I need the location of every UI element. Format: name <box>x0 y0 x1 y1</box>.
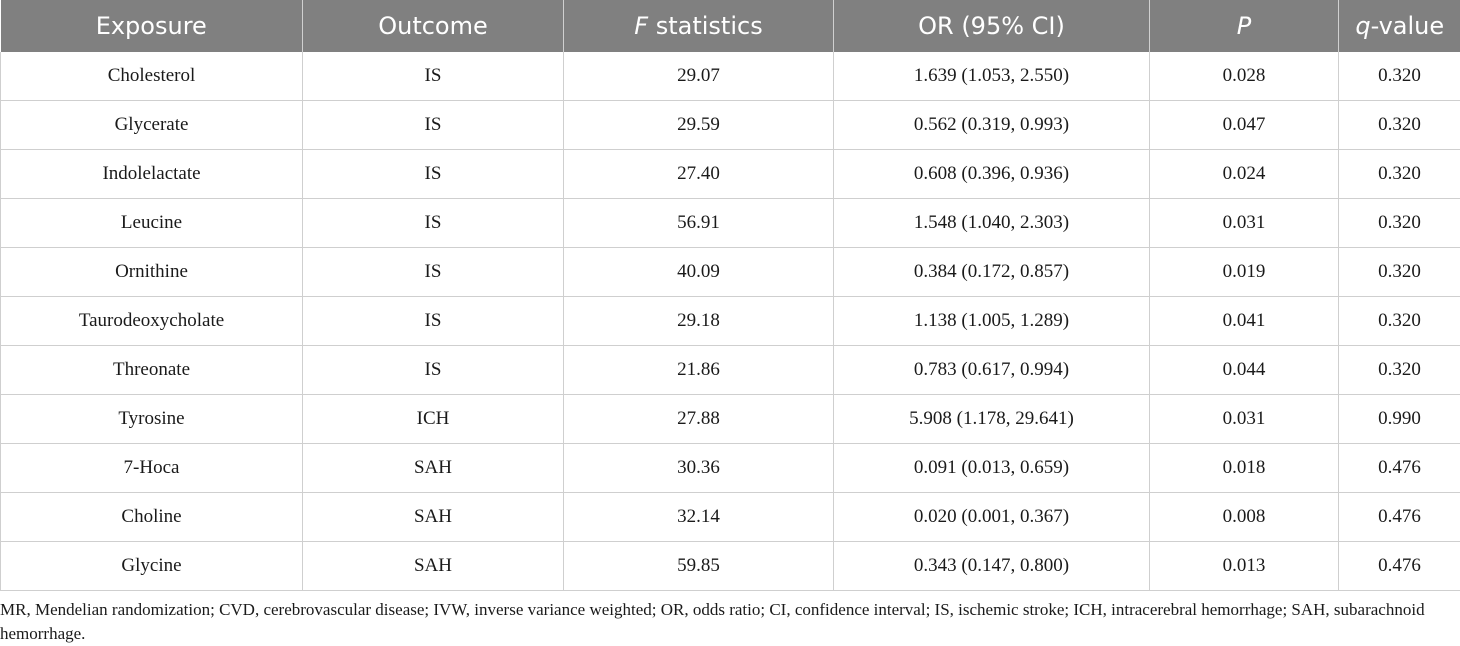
table-row <box>1 52 1460 101</box>
header-q-value <box>1339 0 1460 52</box>
cell-q-value: 0.476 <box>1339 493 1460 542</box>
cell-exposure: Threonate <box>1 346 303 395</box>
header-p <box>1150 0 1339 52</box>
header-or-ci: OR (95% CI) <box>834 0 1150 52</box>
cell-outcome: IS <box>303 199 564 248</box>
cell-q-value: 0.320 <box>1339 101 1460 150</box>
cell-exposure: Indolelactate <box>1 150 303 199</box>
cell-outcome: ICH <box>303 395 564 444</box>
cell-outcome: SAH <box>303 493 564 542</box>
cell-exposure: Ornithine <box>1 248 303 297</box>
cell-or-ci: 0.020 (0.001, 0.367) <box>834 493 1150 542</box>
table-row <box>1 199 1460 248</box>
table-row <box>1 493 1460 542</box>
cell-f-statistics: 21.86 <box>564 346 834 395</box>
cell-q-value: 0.320 <box>1339 248 1460 297</box>
table-row <box>1 150 1460 199</box>
header-row <box>1 0 1460 52</box>
header-f-italic: F <box>634 12 648 40</box>
cell-f-statistics: 29.59 <box>564 101 834 150</box>
cell-p: 0.019 <box>1150 248 1339 297</box>
cell-or-ci: 1.548 (1.040, 2.303) <box>834 199 1150 248</box>
cell-exposure: Cholesterol <box>1 52 303 101</box>
cell-f-statistics: 27.40 <box>564 150 834 199</box>
header-q-italic: q <box>1355 12 1370 40</box>
cell-exposure: Choline <box>1 493 303 542</box>
header-f-rest: statistics <box>648 12 763 40</box>
cell-q-value: 0.990 <box>1339 395 1460 444</box>
table-row <box>1 346 1460 395</box>
cell-or-ci: 0.562 (0.319, 0.993) <box>834 101 1150 150</box>
cell-p: 0.028 <box>1150 52 1339 101</box>
cell-exposure: Taurodeoxycholate <box>1 297 303 346</box>
cell-q-value: 0.320 <box>1339 346 1460 395</box>
cell-outcome: IS <box>303 101 564 150</box>
table-row <box>1 542 1460 591</box>
cell-f-statistics: 29.07 <box>564 52 834 101</box>
cell-p: 0.031 <box>1150 395 1339 444</box>
cell-q-value: 0.476 <box>1339 542 1460 591</box>
cell-p: 0.041 <box>1150 297 1339 346</box>
cell-q-value: 0.320 <box>1339 199 1460 248</box>
cell-f-statistics: 40.09 <box>564 248 834 297</box>
header-p-italic: P <box>1237 12 1251 40</box>
cell-or-ci: 0.091 (0.013, 0.659) <box>834 444 1150 493</box>
cell-p: 0.031 <box>1150 199 1339 248</box>
cell-f-statistics: 32.14 <box>564 493 834 542</box>
table-row <box>1 297 1460 346</box>
cell-or-ci: 0.608 (0.396, 0.936) <box>834 150 1150 199</box>
table-row <box>1 248 1460 297</box>
cell-q-value: 0.320 <box>1339 52 1460 101</box>
cell-p: 0.008 <box>1150 493 1339 542</box>
cell-q-value: 0.320 <box>1339 150 1460 199</box>
cell-or-ci: 1.639 (1.053, 2.550) <box>834 52 1150 101</box>
cell-q-value: 0.476 <box>1339 444 1460 493</box>
table-header <box>1 0 1460 52</box>
cell-p: 0.018 <box>1150 444 1339 493</box>
cell-exposure: 7-Hoca <box>1 444 303 493</box>
cell-f-statistics: 27.88 <box>564 395 834 444</box>
cell-or-ci: 0.783 (0.617, 0.994) <box>834 346 1150 395</box>
cell-outcome: IS <box>303 150 564 199</box>
cell-outcome: IS <box>303 248 564 297</box>
cell-outcome: IS <box>303 346 564 395</box>
cell-f-statistics: 30.36 <box>564 444 834 493</box>
cell-outcome: IS <box>303 52 564 101</box>
cell-exposure: Glycine <box>1 542 303 591</box>
table-footnote: MR, Mendelian randomization; CVD, cerebrovascular disease; IVW, inverse variance weighted; OR, odds ratio; CI, confidence interval; IS, ischemic stroke; ICH, intracerebral hemorrhage; SAH, subarachnoid hemorrhage. <box>0 598 1460 646</box>
cell-p: 0.047 <box>1150 101 1339 150</box>
cell-or-ci: 1.138 (1.005, 1.289) <box>834 297 1150 346</box>
cell-outcome: SAH <box>303 444 564 493</box>
cell-or-ci: 0.384 (0.172, 0.857) <box>834 248 1150 297</box>
table-row <box>1 101 1460 150</box>
cell-p: 0.013 <box>1150 542 1339 591</box>
cell-outcome: IS <box>303 297 564 346</box>
cell-q-value: 0.320 <box>1339 297 1460 346</box>
cell-or-ci: 5.908 (1.178, 29.641) <box>834 395 1150 444</box>
cell-exposure: Leucine <box>1 199 303 248</box>
cell-or-ci: 0.343 (0.147, 0.800) <box>834 542 1150 591</box>
cell-p: 0.044 <box>1150 346 1339 395</box>
cell-outcome: SAH <box>303 542 564 591</box>
cell-f-statistics: 56.91 <box>564 199 834 248</box>
table-row <box>1 444 1460 493</box>
cell-exposure: Tyrosine <box>1 395 303 444</box>
header-outcome: Outcome <box>303 0 564 52</box>
cell-p: 0.024 <box>1150 150 1339 199</box>
table-body <box>1 52 1460 591</box>
header-exposure: Exposure <box>1 0 303 52</box>
cell-exposure: Glycerate <box>1 101 303 150</box>
header-f-statistics <box>564 0 834 52</box>
cell-f-statistics: 29.18 <box>564 297 834 346</box>
cell-f-statistics: 59.85 <box>564 542 834 591</box>
table-row <box>1 395 1460 444</box>
header-q-rest: -value <box>1371 12 1445 40</box>
